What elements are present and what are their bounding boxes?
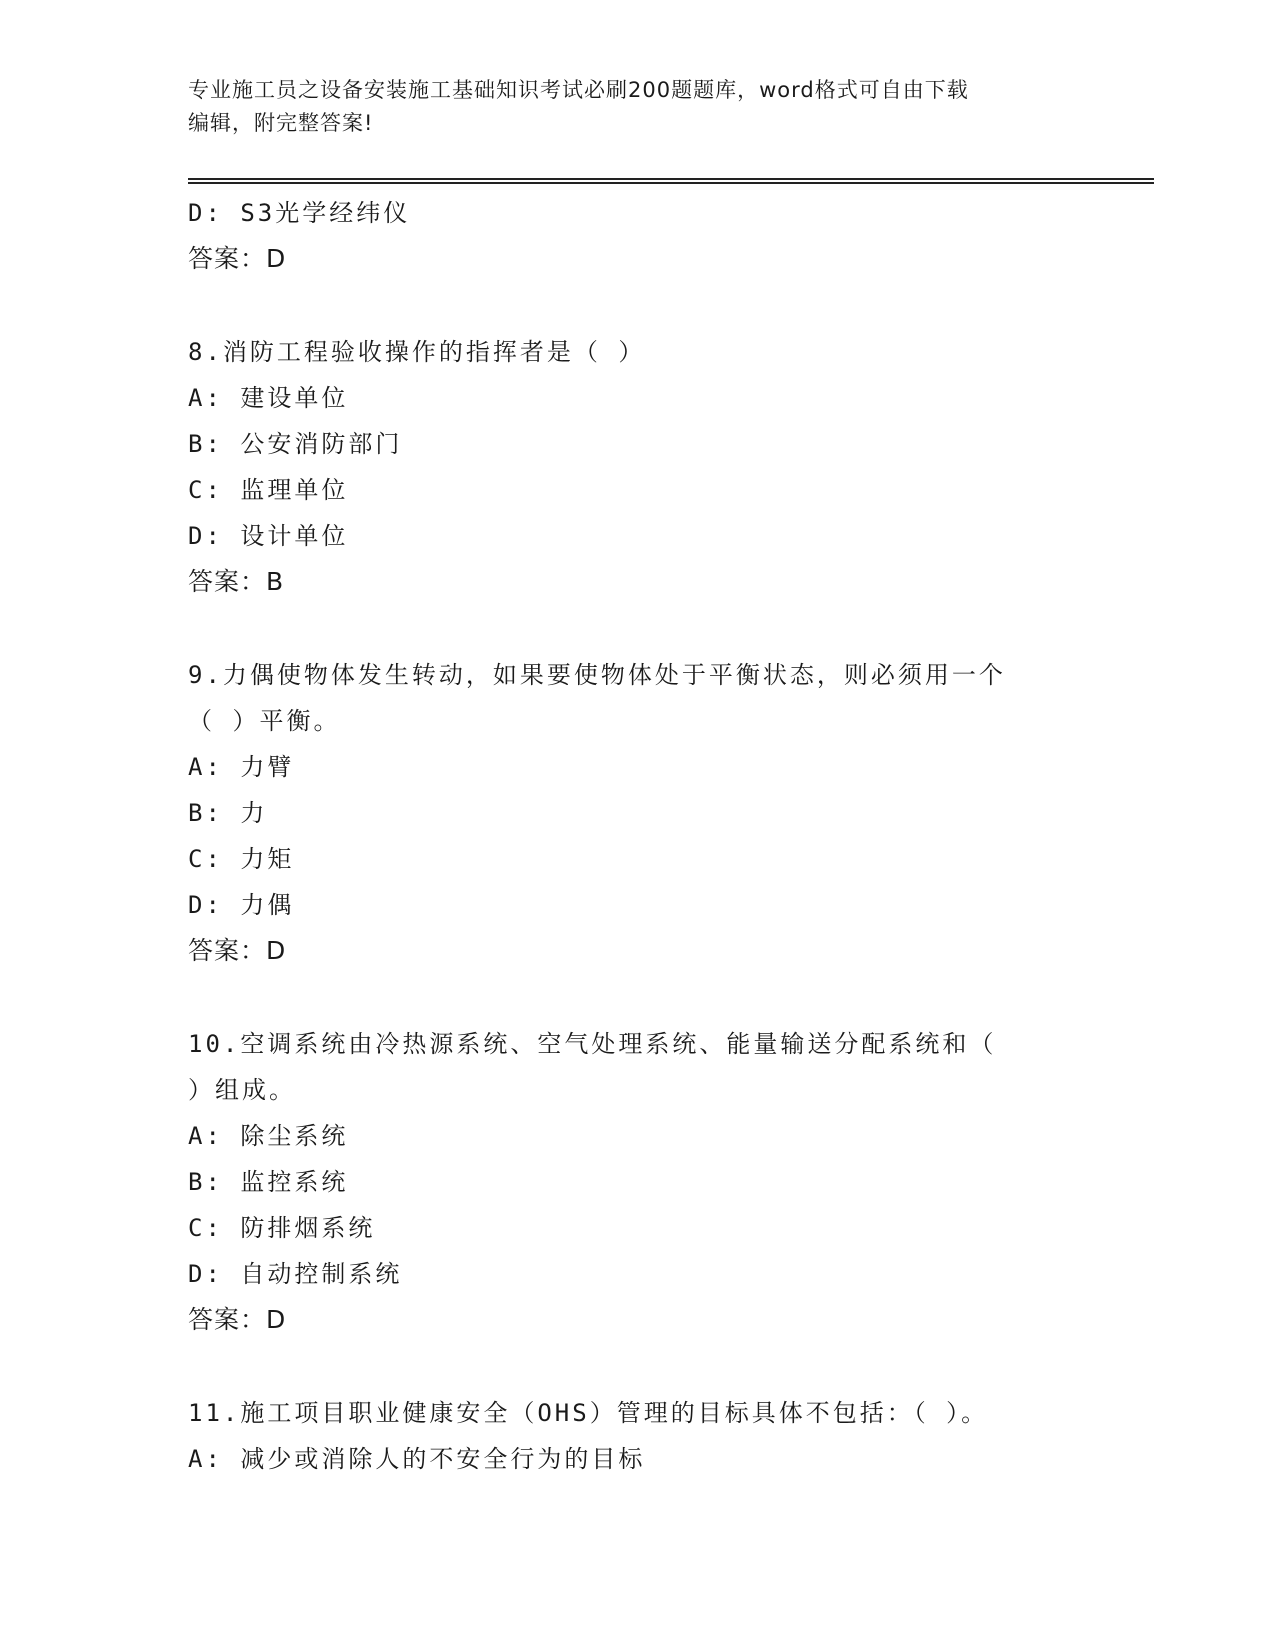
- option-d: D: S3光学经纬仪: [188, 199, 411, 227]
- question-stem: 10.空调系统由冷热源系统、空气处理系统、能量输送分配系统和（: [188, 1030, 997, 1058]
- option-b: B: 公安消防部门: [188, 430, 403, 458]
- option-d: D: 设计单位: [188, 522, 349, 550]
- option-c: C: 监理单位: [188, 476, 349, 504]
- spacer: [188, 282, 1088, 329]
- option-d: D: 自动控制系统: [188, 1260, 403, 1288]
- question-8: [188, 329, 1088, 605]
- header-line-2: 编辑，附完整答案!: [188, 111, 374, 135]
- spacer: [188, 605, 1088, 652]
- header-divider-bottom: [188, 182, 1154, 184]
- option-a: A: 建设单位: [188, 384, 349, 412]
- question-stem-continued: ）组成。: [188, 1076, 296, 1104]
- question-list: [188, 190, 1088, 1482]
- option-d: D: 力偶: [188, 891, 295, 919]
- answer-line: 答案：B: [188, 567, 285, 596]
- question-stem-continued: （ ）平衡。: [188, 707, 341, 735]
- question-stem: 8.消防工程验收操作的指挥者是（ ）: [188, 338, 646, 366]
- answer-line: 答案：D: [188, 244, 287, 273]
- option-a: A: 力臂: [188, 753, 295, 781]
- question-stem: 9.力偶使物体发生转动，如果要使物体处于平衡状态，则必须用一个: [188, 661, 1006, 689]
- question-10: [188, 1021, 1088, 1343]
- option-c: C: 力矩: [188, 845, 295, 873]
- spacer: [188, 1343, 1088, 1390]
- question-stem: 11.施工项目职业健康安全（OHS）管理的目标具体不包括：（ ）。: [188, 1399, 989, 1427]
- answer-line: 答案：D: [188, 1305, 287, 1334]
- question-9: [188, 652, 1088, 974]
- document-header: [188, 74, 1068, 140]
- header-line-1: 专业施工员之设备安装施工基础知识考试必刷200题题库，word格式可自由下载: [188, 78, 969, 102]
- question-11: [188, 1390, 1088, 1482]
- header-divider-top: [188, 178, 1154, 180]
- option-a: A: 除尘系统: [188, 1122, 349, 1150]
- option-c: C: 防排烟系统: [188, 1214, 376, 1242]
- spacer: [188, 974, 1088, 1021]
- option-b: B: 力: [188, 799, 268, 827]
- answer-line: 答案：D: [188, 936, 287, 965]
- option-a: A: 减少或消除人的不安全行为的目标: [188, 1445, 646, 1473]
- option-b: B: 监控系统: [188, 1168, 349, 1196]
